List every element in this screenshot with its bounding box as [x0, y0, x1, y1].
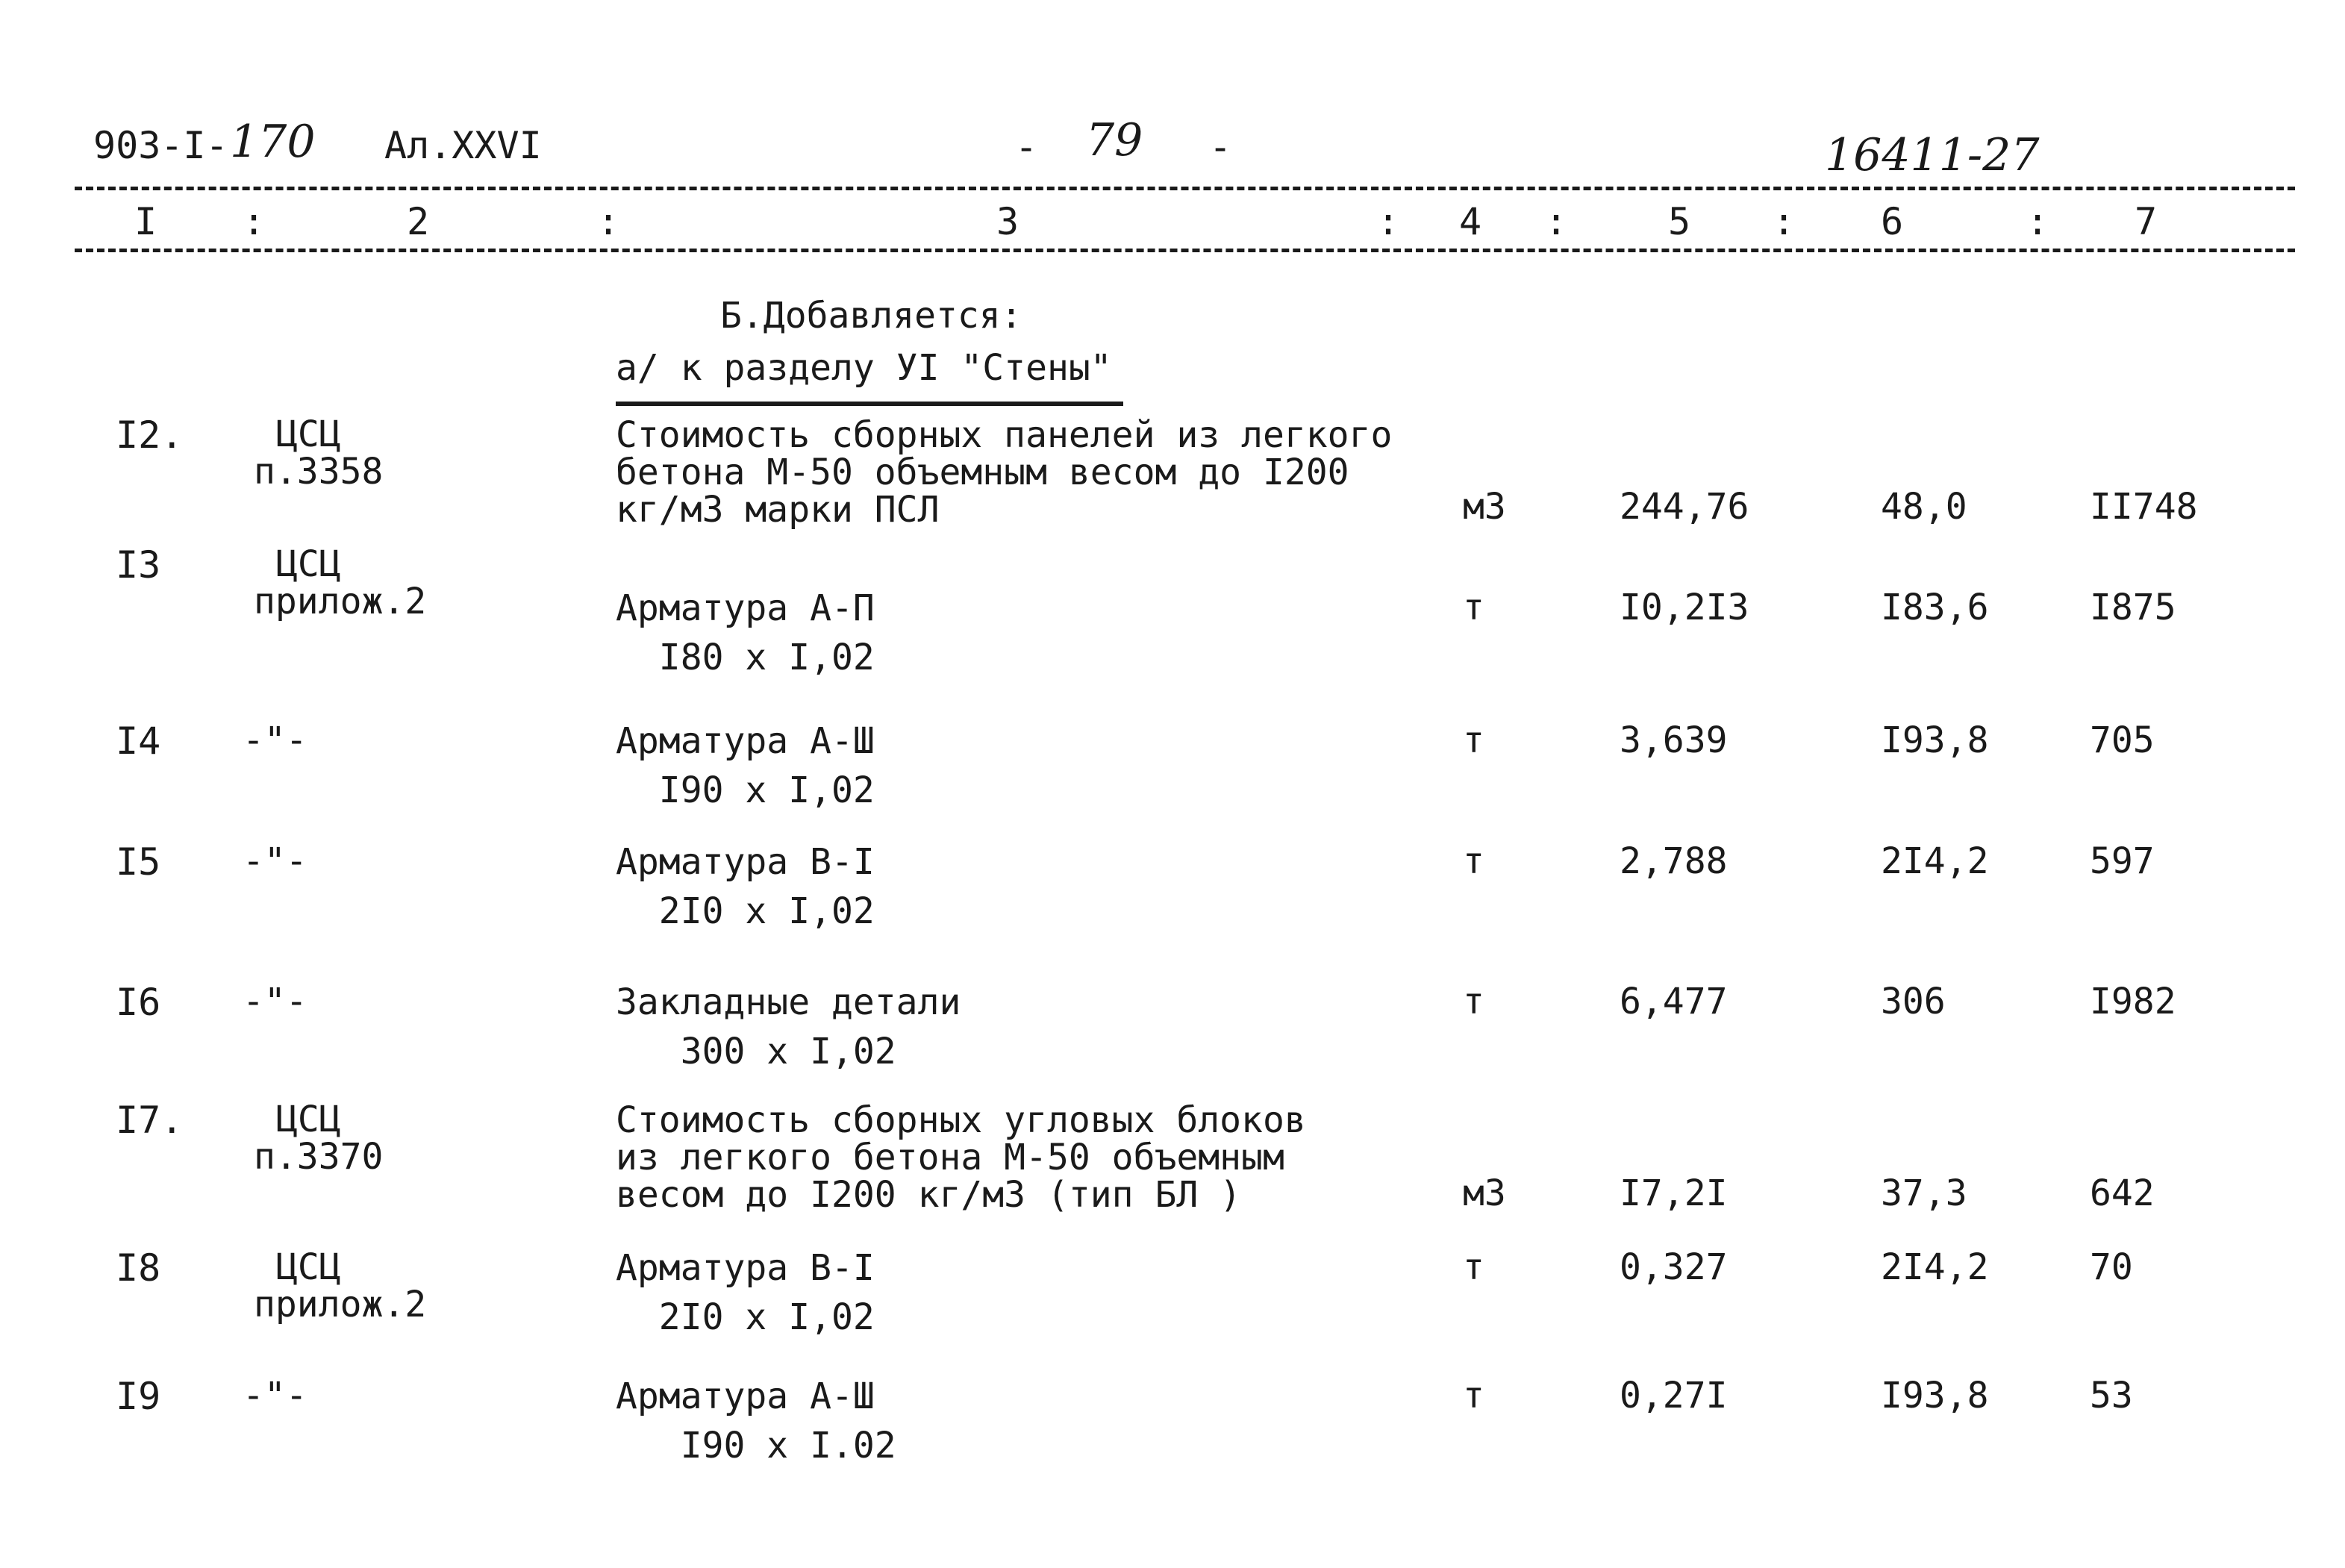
- row-basis: п.3370: [254, 1136, 384, 1178]
- column-separator: :: [1773, 200, 1796, 243]
- row-unit: т: [1463, 840, 1484, 882]
- row-quantity: 6,477: [1620, 981, 1728, 1022]
- column-separator: :: [243, 200, 266, 243]
- row-unit: м3: [1463, 486, 1506, 528]
- row-number: I5: [116, 840, 161, 884]
- row-unit-price: I93,8: [1881, 719, 1989, 761]
- row-description: Арматура А-Ш: [616, 1375, 875, 1417]
- row-basis: прилож.2: [254, 581, 427, 622]
- column-number: 6: [1881, 200, 1904, 243]
- row-description: Арматура А-П: [616, 587, 875, 629]
- row-quantity: 0,27I: [1620, 1375, 1728, 1416]
- row-basis: ЦСЦ: [276, 543, 341, 585]
- archive-number: 16411-27: [1825, 129, 2040, 181]
- column-separator: :: [597, 200, 620, 243]
- row-unit-price: I83,6: [1881, 587, 1989, 628]
- subheading-underline: [616, 402, 1123, 406]
- row-unit: т: [1463, 1246, 1484, 1288]
- column-separator: :: [1377, 200, 1400, 243]
- row-total: I875: [2090, 587, 2176, 628]
- row-unit: т: [1463, 719, 1484, 761]
- row-unit: м3: [1463, 1172, 1506, 1214]
- row-basis: ЦСЦ: [276, 1099, 341, 1140]
- row-number: I6: [116, 981, 161, 1024]
- row-quantity: 3,639: [1620, 719, 1728, 761]
- row-total: 642: [2090, 1172, 2155, 1214]
- column-number: I: [134, 200, 157, 243]
- page-dash-right: -: [1209, 125, 1232, 169]
- row-unit-price: I93,8: [1881, 1375, 1989, 1416]
- row-total: I982: [2090, 981, 2176, 1022]
- page-number: 79: [1086, 114, 1143, 166]
- doc-code-handwritten: 170: [230, 116, 316, 168]
- row-quantity: I0,2I3: [1620, 587, 1749, 628]
- row-quantity: 0,327: [1620, 1246, 1728, 1288]
- column-number: 4: [1459, 200, 1482, 243]
- row-description: Арматура В-I: [616, 1247, 875, 1289]
- row-unit-price: 2I4,2: [1881, 1246, 1989, 1288]
- row-description: I90 х I,02: [616, 769, 875, 811]
- doc-code: 903-I-: [93, 124, 228, 167]
- column-separator: :: [2026, 200, 2049, 243]
- row-basis: -"-: [243, 840, 307, 882]
- page-dash-left: -: [1015, 125, 1038, 169]
- row-unit: т: [1463, 1375, 1484, 1416]
- row-number: I8: [116, 1246, 161, 1290]
- column-number: 2: [407, 200, 430, 243]
- row-basis: -"-: [243, 1375, 307, 1416]
- row-description: 2I0 х I,02: [616, 1296, 875, 1338]
- row-description: весом до I200 кг/м3 (тип БЛ ): [616, 1174, 1242, 1216]
- row-description: I80 х I,02: [616, 637, 875, 678]
- row-unit-price: 37,3: [1881, 1172, 1967, 1214]
- row-unit-price: 48,0: [1881, 486, 1967, 528]
- row-total: 53: [2090, 1375, 2133, 1416]
- row-description: 2I0 х I,02: [616, 890, 875, 932]
- row-description: Стоимость сборных угловых блоков: [616, 1099, 1306, 1141]
- row-unit-price: 306: [1881, 981, 1946, 1022]
- row-description: 300 х I,02: [616, 1031, 896, 1072]
- row-basis: -"-: [243, 981, 307, 1022]
- row-total: II748: [2090, 486, 2198, 528]
- row-unit: т: [1463, 587, 1484, 628]
- row-total: 70: [2090, 1246, 2133, 1288]
- row-quantity: 244,76: [1620, 486, 1749, 528]
- column-separator: :: [1545, 200, 1568, 243]
- row-description: бетона М-50 объемным весом до I200: [616, 452, 1349, 493]
- row-quantity: I7,2I: [1620, 1172, 1728, 1214]
- column-number: 5: [1668, 200, 1691, 243]
- row-unit: т: [1463, 981, 1484, 1022]
- row-number: I3: [116, 543, 161, 587]
- row-description: Арматура А-Ш: [616, 720, 875, 762]
- row-description: I90 х I.02: [616, 1425, 896, 1467]
- album-label: Ал.XXVI: [384, 124, 542, 167]
- row-number: I9: [116, 1375, 161, 1418]
- header-rule-top: [75, 187, 2295, 190]
- row-description: Закладные детали: [616, 981, 961, 1023]
- header-rule-bottom: [75, 249, 2295, 252]
- row-basis: ЦСЦ: [276, 413, 341, 455]
- row-basis: ЦСЦ: [276, 1246, 341, 1288]
- row-unit-price: 2I4,2: [1881, 840, 1989, 882]
- row-number: I2.: [116, 413, 184, 457]
- row-number: I4: [116, 719, 161, 763]
- row-total: 705: [2090, 719, 2155, 761]
- row-basis: п.3358: [254, 451, 384, 493]
- section-subheading: а/ к разделу УI "Стены": [616, 347, 1112, 389]
- row-description: из легкого бетона М-50 объемным: [616, 1137, 1284, 1178]
- row-description: кг/м3 марки ПСЛ: [616, 489, 940, 531]
- column-number: 7: [2135, 200, 2158, 243]
- row-basis: прилож.2: [254, 1284, 427, 1325]
- column-number: 3: [996, 200, 1020, 243]
- row-description: Стоимость сборных панелей из легкого: [616, 414, 1393, 456]
- row-quantity: 2,788: [1620, 840, 1728, 882]
- row-number: I7.: [116, 1099, 184, 1142]
- row-total: 597: [2090, 840, 2155, 882]
- section-heading: Б.Добавляется:: [720, 295, 1022, 337]
- row-basis: -"-: [243, 719, 307, 761]
- row-description: Арматура В-I: [616, 841, 875, 883]
